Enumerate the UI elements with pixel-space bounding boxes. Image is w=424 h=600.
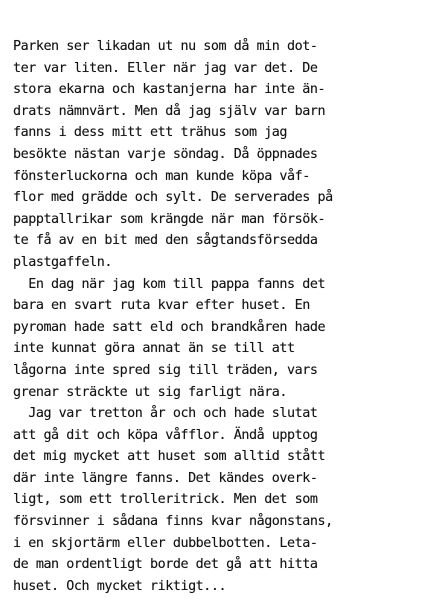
text-line: Jag var tretton år och och hade slutat — [13, 406, 318, 422]
text-line: inte kunnat göra annat än se till att — [13, 341, 295, 357]
text-line: lågorna inte spred sig till träden, vars — [13, 362, 318, 378]
text-line: ligt, som ett trolleritrick. Men det som — [13, 492, 318, 508]
text-line: fönsterluckorna och man kunde köpa våf- — [13, 168, 310, 184]
text-line: Parken ser likadan ut nu som då min dot- — [13, 39, 318, 54]
text-line: drats nämnvärt. Men då jag själv var barn — [13, 103, 326, 119]
text-line: stora ekarna och kastanjerna har inte än- — [13, 82, 326, 98]
text-line: plastgaffeln. — [13, 254, 112, 270]
paragraph-2 — [13, 274, 413, 404]
text-line: bara en svart ruta kvar efter huset. En — [13, 298, 310, 314]
text-line: det mig mycket att huset som alltid stått — [13, 449, 326, 465]
text-line: att gå dit och köpa våfflor. Ändå upptog — [13, 427, 318, 443]
text-line: te få av en bit med den sågtandsförsedda — [13, 233, 318, 249]
text-line: En dag när jag kom till pappa fanns det — [13, 276, 326, 292]
text-line: ter var liten. Eller när jag var det. De — [13, 60, 318, 76]
paragraph-3 — [13, 403, 413, 597]
paragraph-1 — [13, 36, 413, 274]
text-line: grenar sträckte ut sig farligt nära. — [13, 384, 288, 400]
text-line: de man ordentligt borde det gå att hitta — [13, 557, 318, 573]
text-line: fanns i dess mitt ett trähus som jag — [13, 125, 288, 141]
text-line: flor med grädde och sylt. De serverades på — [13, 190, 333, 206]
text-line: besökte nästan varje söndag. Då öppnades — [13, 146, 318, 162]
text-line: papptallrikar som krängde när man försök- — [13, 211, 326, 227]
text-line: huset. Och mycket riktigt... — [13, 578, 227, 594]
text-line: i en skjortärm eller dubbelbotten. Leta- — [13, 535, 318, 551]
text-line: pyroman hade satt eld och brandkåren hade — [13, 319, 326, 335]
text-line: där inte längre fanns. Det kändes overk- — [13, 470, 318, 486]
text-line: försvinner i sådana finns kvar någonstans, — [13, 514, 333, 530]
body-text — [13, 36, 413, 597]
